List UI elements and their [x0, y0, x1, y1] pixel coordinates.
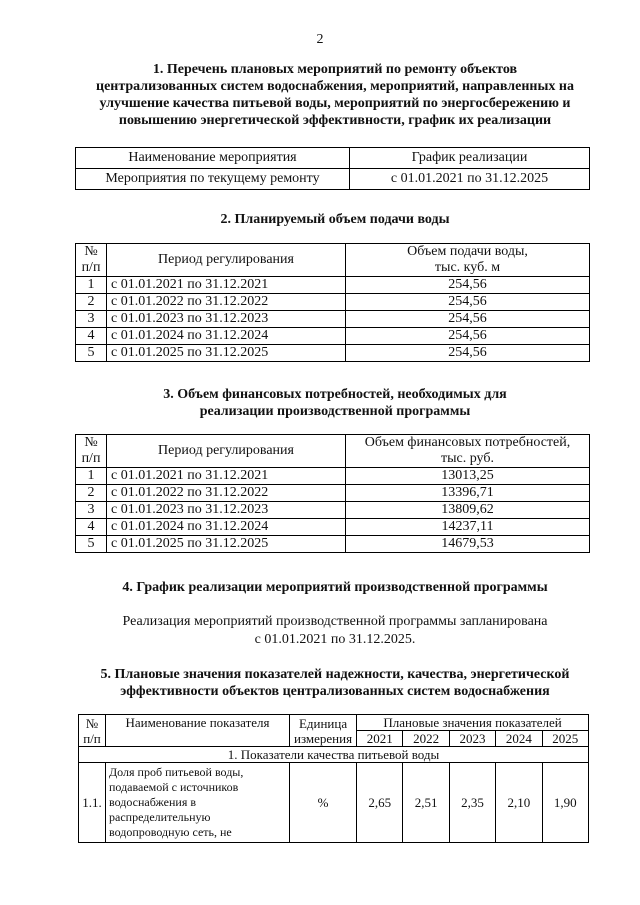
- year-cell: 2022: [403, 731, 449, 747]
- table-row: [76, 536, 590, 553]
- indicator-name-line: водопроводную сеть, не: [109, 825, 232, 839]
- section1-title-line: 1. Перечень плановых мероприятий по ремонту объектов: [152, 62, 518, 77]
- header-number-line: №: [85, 715, 99, 731]
- table-row: [76, 169, 590, 190]
- section5-title-line: 5. Плановые значения показателей надежности, качества, энергетической: [100, 667, 570, 682]
- indicators-table: [78, 714, 589, 843]
- header-period: Период регулирования: [107, 435, 346, 468]
- row-value: 14679,53: [346, 536, 590, 553]
- row-period: с 01.01.2022 по 31.12.2022: [107, 485, 346, 502]
- section2-title: 2. Планируемый объем подачи воды: [220, 212, 450, 227]
- table-row: [76, 328, 590, 345]
- table-header-row: [76, 244, 590, 277]
- row-value: 254,56: [346, 311, 590, 328]
- row-value: 14237,11: [346, 519, 590, 536]
- value-cell: 2,65: [357, 763, 403, 843]
- header-schedule: График реализации: [350, 148, 590, 169]
- header-number-line: №: [84, 435, 98, 450]
- table-row: [76, 519, 590, 536]
- header-activity-name: Наименование мероприятия: [76, 148, 350, 169]
- header-value: [346, 435, 590, 468]
- row-number: 5: [76, 536, 107, 553]
- row-number: 1.1.: [79, 763, 106, 843]
- row-number: 4: [76, 519, 107, 536]
- section5-title-line: эффективности объектов централизованных систем водоснабжения: [120, 684, 550, 699]
- section1-title-line: централизованных систем водоснабжения, мероприятий, направленных на: [96, 79, 574, 94]
- year-cell: 2024: [496, 731, 542, 747]
- row-number: 2: [76, 294, 107, 311]
- row-number: 3: [76, 311, 107, 328]
- value-cell: 2,35: [449, 763, 495, 843]
- row-period: с 01.01.2021 по 31.12.2021: [107, 468, 346, 485]
- table-row: [76, 485, 590, 502]
- table-header-row: [76, 435, 590, 468]
- header-number-line: №: [84, 244, 98, 259]
- table-row: [76, 311, 590, 328]
- year-cell: 2023: [449, 731, 495, 747]
- table-row: [79, 763, 589, 843]
- section3-title-line: реализации производственной программы: [199, 404, 471, 419]
- activity-schedule-cell: с 01.01.2021 по 31.12.2025: [350, 169, 590, 190]
- section5-title: [70, 666, 600, 700]
- water-supply-table: [75, 243, 590, 362]
- header-indicator-name: Наименование показателя: [106, 715, 290, 747]
- header-value-line: Объем финансовых потребностей,: [364, 435, 571, 450]
- indicator-name-line: подаваемой с источников: [109, 780, 239, 794]
- row-value: 254,56: [346, 294, 590, 311]
- indicator-name-line: Доля проб питьевой воды,: [109, 765, 244, 779]
- indicator-name-line: распределительную: [109, 810, 211, 824]
- table-row: [76, 294, 590, 311]
- unit-cell: %: [290, 763, 357, 843]
- row-value: 13013,25: [346, 468, 590, 485]
- header-number-line: п/п: [83, 730, 101, 746]
- row-value: 254,56: [346, 328, 590, 345]
- header-number: [76, 435, 107, 468]
- section3-title-line: 3. Объем финансовых потребностей, необходимых для: [163, 387, 507, 402]
- header-number: [76, 244, 107, 277]
- table-row: [76, 502, 590, 519]
- header-unit-line: измерения: [294, 730, 353, 746]
- activities-table: [75, 147, 590, 190]
- table-header-row: [76, 148, 590, 169]
- row-number: 1: [76, 277, 107, 294]
- section1-title-line: повышению энергетической эффективности, график их реализации: [118, 113, 552, 128]
- header-unit: [290, 715, 357, 747]
- indicator-name-line: водоснабжения в: [109, 795, 197, 809]
- row-number: 1: [76, 468, 107, 485]
- value-cell: 1,90: [542, 763, 588, 843]
- row-period: с 01.01.2025 по 31.12.2025: [107, 536, 346, 553]
- row-value: 254,56: [346, 345, 590, 362]
- table-row: [76, 468, 590, 485]
- row-number: 2: [76, 485, 107, 502]
- section4-text: [70, 613, 600, 649]
- section3-title: [70, 386, 600, 420]
- header-value-line: Объем подачи воды,: [407, 244, 528, 259]
- value-cell: 2,10: [496, 763, 542, 843]
- header-value-line: тыс. куб. м: [434, 260, 501, 275]
- row-period: с 01.01.2024 по 31.12.2024: [107, 519, 346, 536]
- header-number-line: п/п: [81, 260, 101, 275]
- header-value-line: тыс. руб.: [441, 451, 494, 466]
- table-row: [76, 345, 590, 362]
- row-period: с 01.01.2023 по 31.12.2023: [107, 311, 346, 328]
- row-period: с 01.01.2025 по 31.12.2025: [107, 345, 346, 362]
- header-number-line: п/п: [81, 451, 101, 466]
- year-cell: 2021: [357, 731, 403, 747]
- table-group-row: [79, 747, 589, 763]
- row-number: 3: [76, 502, 107, 519]
- activity-name-cell: Мероприятия по текущему ремонту: [76, 169, 350, 190]
- row-value: 13809,62: [346, 502, 590, 519]
- section4-text-line: с 01.01.2021 по 31.12.2025.: [254, 632, 416, 647]
- section4-text-line: Реализация мероприятий производственной программы запланирована: [122, 614, 548, 629]
- financial-needs-table: [75, 434, 590, 553]
- section1-title: [70, 61, 600, 129]
- row-period: с 01.01.2023 по 31.12.2023: [107, 502, 346, 519]
- section4-title: 4. График реализации мероприятий производственной программы: [122, 580, 548, 595]
- value-cell: 2,51: [403, 763, 449, 843]
- header-value: [346, 244, 590, 277]
- header-unit-line: Единица: [298, 715, 348, 731]
- table-header-row: [79, 715, 589, 731]
- row-period: с 01.01.2021 по 31.12.2021: [107, 277, 346, 294]
- group-title: 1. Показатели качества питьевой воды: [79, 747, 589, 763]
- year-cell: 2025: [542, 731, 588, 747]
- section1-title-line: улучшение качества питьевой воды, мероприятий по энергосбережению и: [99, 96, 571, 111]
- row-value: 13396,71: [346, 485, 590, 502]
- header-number: [79, 715, 106, 747]
- header-planned-values: Плановые значения показателей: [357, 715, 589, 731]
- table-row: [76, 277, 590, 294]
- row-period: с 01.01.2024 по 31.12.2024: [107, 328, 346, 345]
- row-value: 254,56: [346, 277, 590, 294]
- row-period: с 01.01.2022 по 31.12.2022: [107, 294, 346, 311]
- row-number: 4: [76, 328, 107, 345]
- row-number: 5: [76, 345, 107, 362]
- indicator-name: [106, 763, 290, 843]
- page-number: 2: [316, 32, 324, 47]
- header-period: Период регулирования: [107, 244, 346, 277]
